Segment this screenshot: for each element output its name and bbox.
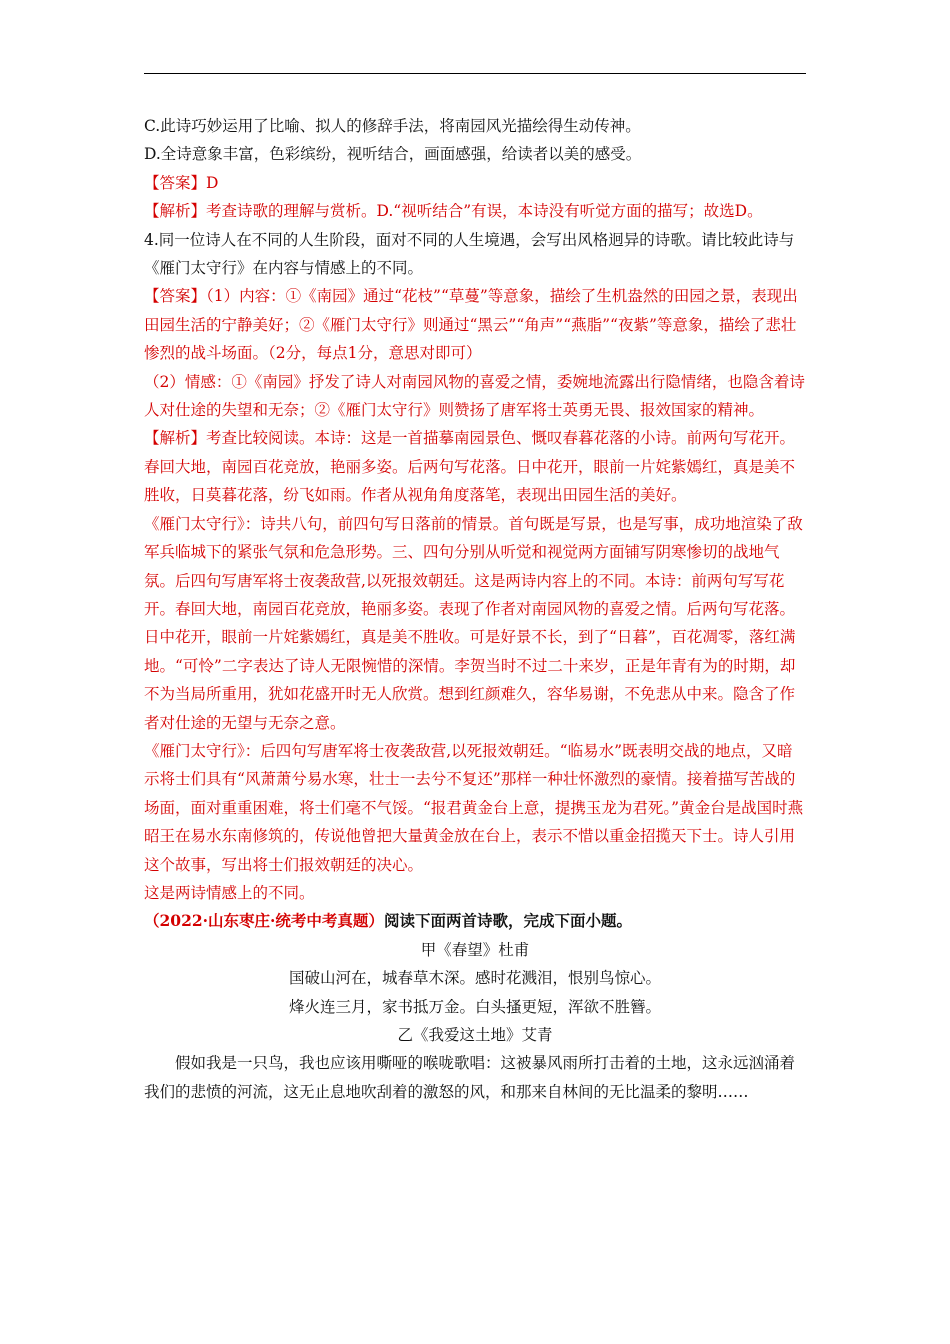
q4-analysis-part3: 《雁门太守行》：后四句写唐军将士夜袭敌营,以死报效朝廷。“临易水”既表明交战的地点，又暗示将士们具有“风萧萧兮易水寒，壮士一去兮不复还”那样一种壮怀激烈的豪情。接着描写苦战的场面，面对重重困难，将士们毫不气馁。“报君黄金台上意，提携玉龙为君死。”黄金台是战国时燕昭王在易水东南修筑的，传说他曾把大量黄金放在台上，表示不惜以重金招揽天下士。诗人引用这个故事，写出将士们报效朝廷的决心。 bbox=[144, 741, 804, 874]
q4-analysis-part1: 【解析】考查比较阅读。本诗：这是一首描摹南园景色、慨叹春暮花落的小诗。前两句写花开。春回大地，南园百花竞放，艳丽多姿。后两句写花落。日中花开，眼前一片姹紫嫣红，真是美不胜收，日莫暮花落，纷飞如雨。作者从视角角度落笔，表现出田园生活的美好。 bbox=[144, 429, 796, 505]
section-heading bbox=[144, 907, 806, 935]
poem-b-text: 假如我是一只鸟，我也应该用嘶哑的喉咙歌唱：这被暴风雨所打击着的土地，这永远汹涌着我们的悲愤的河流，这无止息地吹刮着的激怒的风，和那来自林间的无比温柔的黎明…… bbox=[144, 1054, 796, 1101]
q4-analysis-part4: 这是两诗情感上的不同。 bbox=[144, 883, 315, 902]
poem-a-line1: 国破山河在，城春草木深。感时花溅泪，恨别鸟惊心。 bbox=[288, 969, 661, 988]
poem-a-title: 甲《春望》杜甫 bbox=[420, 940, 530, 959]
q4-analysis-part2: 《雁门太守行》：诗共八句，前四句写日落前的情景。首句既是写景，也是写事，成功地渲染了敌军兵临城下的紧张气氛和危急形势。三、四句分别从听觉和视觉两方面铺写阴寒惨切的战地气氛。后四句写唐军将士夜袭敌营,以死报效朝廷。这是两诗内容上的不同。本诗：前两句写写花开。春回大地，南园百花竞放，艳丽多姿。表现了作者对南园风物的喜爱之情。后两句写花落。日中花开，眼前一片姹紫嫣红，真是美不胜收。可是好景不长，到了“日暮”，百花凋零，落红满地。“可怜”二字表达了诗人无限惋惜的深情。李贺当时不过二十来岁，正是年青有为的时期，却不为当局所重用，犹如花盛开时无人欣赏。想到红颜难久，容华易谢，不免悲从中来。隐含了作者对仕途的无望与无奈之意。 bbox=[144, 514, 803, 732]
poem-a-line2: 烽火连三月，家书抵万金。白头搔更短，浑欲不胜簪。 bbox=[288, 997, 661, 1016]
header-rule bbox=[144, 73, 806, 74]
q3-answer: 【答案】D bbox=[144, 173, 219, 192]
poem-b-title: 乙《我爱这土地》艾青 bbox=[397, 1026, 553, 1044]
q4-answer-emotion: （2）情感：①《南园》抒发了诗人对南园风物的喜爱之情，委婉地流露出行隐情绪，也隐含着诗人对仕途的失望和无奈；②《雁门太守行》则赞扬了唐军将士英勇无畏、报效国家的精神。 bbox=[144, 372, 805, 420]
q3-analysis: 【解析】考查诗歌的理解与赏析。D.“视听结合”有误，本诗没有听觉方面的描写；故选D。 bbox=[144, 202, 763, 221]
section-source: （2022·山东枣庄·统考中考真题） bbox=[144, 911, 384, 931]
document-body bbox=[144, 112, 806, 1106]
section-instruction: 阅读下面两首诗歌，完成下面小题。 bbox=[383, 911, 632, 931]
q4-answer-content: 【答案】（1）内容：①《南园》通过“花枝”“草蔓”等意象，描绘了生机盎然的田园之景，表现出田园生活的宁静美好；②《雁门太守行》则通过“黑云”“角声”“燕脂”“夜紫”等意象，描绘了悲壮惨烈的战斗场面。（2分，每点1分，意思对即可） bbox=[144, 287, 798, 363]
option-d: D.全诗意象丰富，色彩缤纷，视听结合，画面感强，给读者以美的感受。 bbox=[144, 145, 642, 164]
option-c: C.此诗巧妙运用了比喻、拟人的修辞手法，将南园风光描绘得生动传神。 bbox=[144, 117, 641, 135]
q4-question: 4.同一位诗人在不同的人生阶段，面对不同的人生境遇，会写出风格迥异的诗歌。请比较此诗与《雁门太守行》在内容与情感上的不同。 bbox=[144, 230, 795, 278]
